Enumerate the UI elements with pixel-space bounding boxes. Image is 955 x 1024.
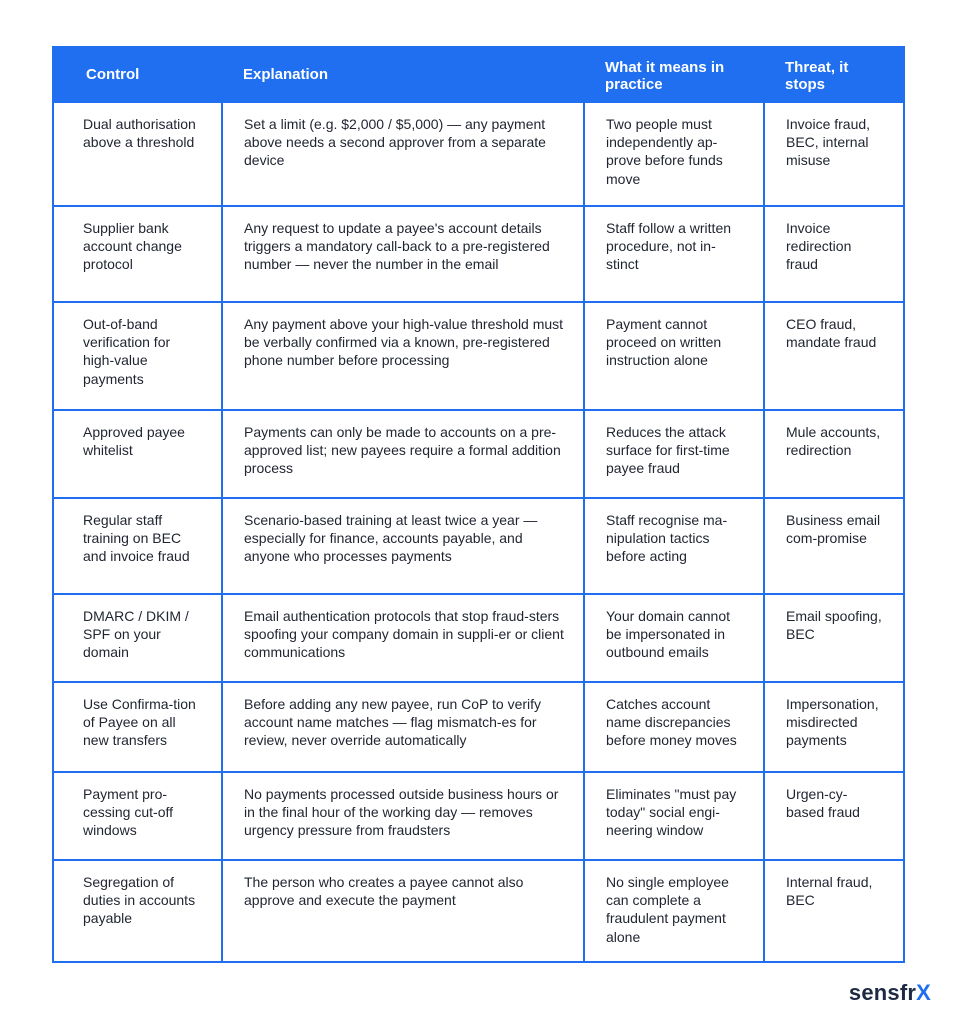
table-row [53, 206, 904, 302]
table-row [53, 860, 904, 962]
cell-threat: Business email com-promise [764, 498, 904, 594]
cell-threat: Email spoofing, BEC [764, 594, 904, 682]
cell-threat: Invoice fraud, BEC, internal misuse [764, 102, 904, 206]
cell-control: DMARC / DKIM / SPF on your domain [53, 594, 222, 682]
cell-control: Out-of-band verification for high-value payments [53, 302, 222, 410]
cell-threat: Impersonation, misdirected payments [764, 682, 904, 772]
cell-control: Approved payee whitelist [53, 410, 222, 498]
cell-explanation: Before adding any new payee, run CoP to verify account name matches — flag mismatch-es for review, never override automatically [222, 682, 584, 772]
cell-explanation: Set a limit (e.g. $2,000 / $5,000) — any payment above needs a second approver from a separate device [222, 102, 584, 206]
table-row [53, 772, 904, 860]
table-row [53, 302, 904, 410]
cell-control: Dual authorisation above a threshold [53, 102, 222, 206]
cell-practice: No single employee can complete a fraudulent payment alone [584, 860, 764, 962]
table-row [53, 594, 904, 682]
cell-threat: Invoice redirection fraud [764, 206, 904, 302]
cell-practice: Staff follow a written procedure, not in-stinct [584, 206, 764, 302]
table-header-row [53, 47, 904, 102]
cell-practice: Your domain cannot be impersonated in outbound emails [584, 594, 764, 682]
cell-practice: Reduces the attack surface for first-time payee fraud [584, 410, 764, 498]
brand-logo-text: sensfr [848, 980, 917, 1005]
header-threat: Threat, it stops [764, 47, 904, 102]
cell-threat: CEO fraud, mandate fraud [764, 302, 904, 410]
brand-logo [849, 980, 931, 1006]
cell-practice: Payment cannot proceed on written instruction alone [584, 302, 764, 410]
brand-logo-accent: X [916, 980, 931, 1005]
cell-explanation: Payments can only be made to accounts on a pre-approved list; new payees require a formal addition process [222, 410, 584, 498]
header-explanation: Explanation [222, 47, 584, 102]
cell-explanation: Any payment above your high-value threshold must be verbally confirmed via a known, pre-registered phone number before processing [222, 302, 584, 410]
cell-practice: Two people must independently ap-prove before funds move [584, 102, 764, 206]
cell-practice: Catches account name discrepancies before money moves [584, 682, 764, 772]
table-row [53, 682, 904, 772]
cell-practice: Staff recognise ma-nipulation tactics before acting [584, 498, 764, 594]
table-row [53, 102, 904, 206]
cell-threat: Mule accounts, redirection [764, 410, 904, 498]
cell-control: Payment pro-cessing cut-off windows [53, 772, 222, 860]
cell-control: Use Confirma-tion of Payee on all new transfers [53, 682, 222, 772]
cell-control: Supplier bank account change protocol [53, 206, 222, 302]
table-row [53, 410, 904, 498]
header-practice: What it means in practice [584, 47, 764, 102]
cell-control: Regular staff training on BEC and invoice fraud [53, 498, 222, 594]
cell-threat: Urgen-cy-based fraud [764, 772, 904, 860]
controls-table [52, 46, 905, 963]
cell-explanation: Scenario-based training at least twice a year — especially for finance, accounts payable, and anyone who processes payments [222, 498, 584, 594]
cell-control: Segregation of duties in accounts payable [53, 860, 222, 962]
cell-explanation: No payments processed outside business hours or in the final hour of the working day — removes urgency pressure from fraudsters [222, 772, 584, 860]
table-row [53, 498, 904, 594]
cell-explanation: Any request to update a payee's account details triggers a mandatory call-back to a pre-registered number — never the number in the email [222, 206, 584, 302]
cell-practice: Eliminates "must pay today" social engi-neering window [584, 772, 764, 860]
cell-threat: Internal fraud, BEC [764, 860, 904, 962]
header-control: Control [53, 47, 222, 102]
cell-explanation: Email authentication protocols that stop fraud-sters spoofing your company domain in suppli-er or client communications [222, 594, 584, 682]
cell-explanation: The person who creates a payee cannot also approve and execute the payment [222, 860, 584, 962]
